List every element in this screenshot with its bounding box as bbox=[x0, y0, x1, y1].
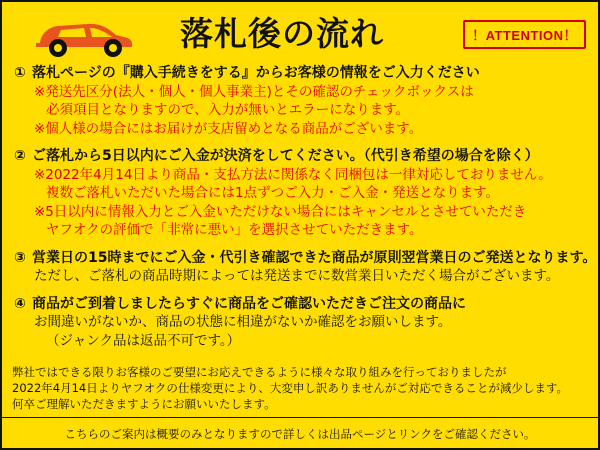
header bbox=[2, 2, 598, 64]
list-item bbox=[14, 64, 586, 138]
footer-line: 2022年4月14日よりヤフオクの仕様変更により、大変申し訳ありませんがご対応できることが減少します。 bbox=[12, 381, 568, 395]
step-note: ヤフオクの評価で「非常に悪い」を選択させていただきます。 bbox=[46, 222, 423, 238]
step-lead-text: 落札ページの『購入手続きをする』からお客様の情報をご入力ください bbox=[32, 65, 480, 81]
step-lead bbox=[14, 295, 586, 314]
step-note: 複数ご落札いただいた場合には1点ずつご入力・ご入金・発送となります。 bbox=[46, 185, 500, 201]
bottom-note: こちらのご案内は概要のみとなりますので詳しくは出品ページとリンクをご確認ください。 bbox=[64, 427, 536, 441]
step-note: ※個人様の場合にはお届けが支店留めとなる商品がございます。 bbox=[34, 120, 423, 137]
divider bbox=[2, 417, 598, 418]
step-lead-text: 商品がご到着しましたらすぐに商品をご確認いただきご注文の商品に bbox=[32, 295, 466, 312]
step-marker: ② bbox=[14, 148, 26, 164]
page-title: 落札後の流れ bbox=[180, 14, 384, 53]
car-icon bbox=[28, 10, 138, 60]
step-lead bbox=[14, 147, 586, 166]
step-note: ※5日以内に情報入力とご入金いただけない場合にはキャンセルとさせていただき bbox=[34, 203, 527, 220]
list-item bbox=[14, 249, 597, 286]
step-note: ※発送先区分(法人・個人・個人事業主)とその確認のチェックボックスは bbox=[34, 83, 474, 100]
step-lead-text: ご落札から5日以内にご入金が決済をしてください。（代引き希望の場合を除く） bbox=[32, 148, 539, 164]
attention-badge: ！ATTENTION！ bbox=[463, 20, 586, 49]
step-note: ※2022年4月14日より商品・支払方法に関係なく同梱包は一律対応しておりません。 bbox=[34, 166, 552, 183]
footer-line: 何卒ご理解いただきますようにお願いいたします。 bbox=[12, 397, 276, 411]
step-lead bbox=[14, 249, 597, 268]
step-note: （ジャンク品は返品不可です。） bbox=[46, 332, 241, 349]
footer-note bbox=[2, 364, 598, 412]
step-note: ただし、ご落札の商品時期によっては発送までに数営業日いただく場合がございます。 bbox=[34, 268, 560, 284]
step-note: 必須項目となりますので、入力が無いとエラーになります。 bbox=[46, 102, 410, 118]
footer-line: 弊社ではできる限りお客様のご要望にお応えできるように様々な取り組みを行っておりましたが bbox=[12, 365, 507, 379]
step-marker: ④ bbox=[14, 295, 26, 312]
step-marker: ③ bbox=[14, 249, 26, 266]
step-lead bbox=[14, 64, 586, 83]
list-item bbox=[14, 147, 586, 240]
step-marker: ① bbox=[14, 65, 26, 81]
list-item bbox=[14, 295, 586, 351]
steps-list bbox=[2, 64, 598, 350]
step-lead-text: 営業日の15時までにご入金・代引き確認できた商品が原則翌営業日のご発送となります。 bbox=[32, 249, 597, 266]
step-note: お間違いがないか、商品の状態に相違がないか確認をお願いします。 bbox=[34, 314, 452, 330]
